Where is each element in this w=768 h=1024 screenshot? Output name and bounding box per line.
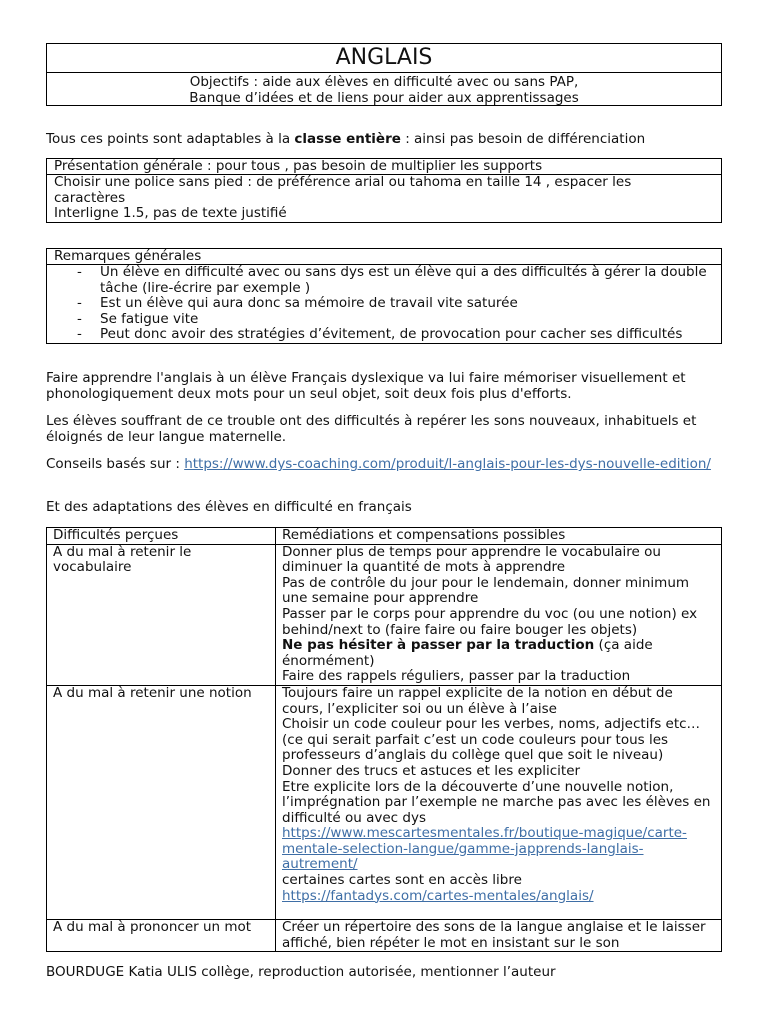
presentation-line: caractères xyxy=(54,189,126,206)
intro-paragraph xyxy=(46,131,726,147)
presentation-body xyxy=(47,175,721,222)
intro-after: : ainsi pas besoin de différenciation xyxy=(400,131,646,147)
remediation-line: Choisir un code couleur pour les verbes, noms, adjectifs etc…(ce qui serait parfait c’est un code couleurs pour tous les professeurs d’anglais du collège quel que soit le niveau) xyxy=(282,716,701,764)
difficulty-cell: A du mal à retenir une notion xyxy=(47,685,276,919)
list-item: - Peut donc avoir des stratégies d’évitement, de provocation pour cacher ses difficultés xyxy=(47,327,721,343)
remediation-cell xyxy=(276,685,722,919)
objectives-line-1: Objectifs : aide aux élèves en difficulté avec ou sans PAP, xyxy=(189,74,579,90)
footer-credit: BOURDUGE Katia ULIS collège, reproduction autorisée, mentionner l’auteur xyxy=(46,964,556,980)
column-header-difficulties: Difficultés perçues xyxy=(47,528,276,545)
paragraph-adaptations: Et des adaptations des élèves en difficulté en français xyxy=(46,499,412,515)
paragraph-sounds: Les élèves souffrant de ce trouble ont des difficultés à repérer les sons nouveaux, inhabituels et éloignés de leur langue maternelle. xyxy=(46,413,697,445)
remediation-table xyxy=(46,527,722,952)
paragraph-advice xyxy=(46,456,726,472)
list-item: - Est un élève qui aura donc sa mémoire de travail vite saturée xyxy=(47,296,721,312)
remarks-list xyxy=(47,265,721,343)
remediation-line: Etre explicite lors de la découverte d’une nouvelle notion, l’imprégnation par l’exemple ne marche pas avec les élèves en difficulté ou avec dys xyxy=(282,778,711,826)
translation-emphasis: Ne pas hésiter à passer par la traduction xyxy=(282,637,595,654)
list-item: - Se fatigue vite xyxy=(47,312,721,328)
remediation-line xyxy=(282,638,715,669)
list-item: - Un élève en difficulté avec ou sans dys est un élève qui a des difficultés à gérer la double tâche (lire-écrire par exemple ) xyxy=(47,265,721,296)
presentation-box xyxy=(46,158,722,223)
fantadys-link[interactable]: https://fantadys.com/cartes-mentales/anglais/ xyxy=(282,887,594,904)
intro-bold: classe entière xyxy=(294,131,401,147)
mescartesmentales-link[interactable]: https://www.mescartesmentales.fr/boutique-magique/carte-mentale-selection-langue/gamme-japprends-langlais-autrement/ xyxy=(282,825,687,873)
title-box xyxy=(46,43,722,106)
objectives xyxy=(47,73,721,106)
table-header-row xyxy=(47,528,722,545)
presentation-line: Interligne 1.5, pas de texte justifié xyxy=(54,205,287,221)
intro-before: Tous ces points sont adaptables à la xyxy=(46,131,295,147)
remediation-line: Passer par le corps pour apprendre du voc (ou une notion) ex behind/next to (faire faire ou faire bouger les objets) xyxy=(282,605,698,638)
remediation-line xyxy=(282,889,715,905)
objectives-line-2: Banque d’idées et de liens pour aider aux apprentissages xyxy=(189,90,579,106)
difficulty-cell: A du mal à retenir le vocabulaire xyxy=(47,544,276,685)
column-header-remediations: Remédiations et compensations possibles xyxy=(276,528,722,545)
table-row xyxy=(47,544,722,685)
difficulty-cell: A du mal à prononcer un mot xyxy=(47,920,276,952)
remediation-line: Donner plus de temps pour apprendre le vocabulaire ou diminuer la quantité de mots à apprendre xyxy=(282,543,661,576)
spacer xyxy=(282,904,715,919)
presentation-line: Choisir une police sans pied : de préférence arial ou tahoma en taille 14 , espacer les xyxy=(54,174,632,190)
presentation-header: Présentation générale : pour tous , pas besoin de multiplier les supports xyxy=(47,159,721,175)
remediation-line: certaines cartes sont en accès libre xyxy=(282,872,522,889)
remediation-line: Faire des rappels réguliers, passer par la traduction xyxy=(282,668,631,685)
remediation-cell xyxy=(276,544,722,685)
page-title: ANGLAIS xyxy=(47,44,721,73)
remarks-box xyxy=(46,248,722,344)
remediation-cell: Créer un répertoire des sons de la langue anglaise et le laisser affiché, bien répéter le mot en insistant sur le son xyxy=(276,920,722,952)
remediation-line xyxy=(282,826,715,873)
advice-label: Conseils basés sur : xyxy=(46,456,185,472)
table-row xyxy=(47,920,722,952)
remediation-line: Pas de contrôle du jour pour le lendemain, donner minimum une semaine pour apprendre xyxy=(282,574,690,607)
remediation-line: Toujours faire un rappel explicite de la notion en début de cours, l’expliciter soi ou un élève à l’aise xyxy=(282,684,673,717)
paragraph-dyslexia: Faire apprendre l'anglais à un élève Français dyslexique va lui faire mémoriser visuellement et phonologiquement deux mots pour un seul objet, soit deux fois plus d'efforts. xyxy=(46,370,686,402)
table-row xyxy=(47,685,722,919)
remediation-line: Donner des trucs et astuces et les expliciter xyxy=(282,762,581,779)
translation-note: (ça aide énormément) xyxy=(282,637,653,669)
remarks-header: Remarques générales xyxy=(47,249,721,265)
dys-coaching-link[interactable]: https://www.dys-coaching.com/produit/l-anglais-pour-les-dys-nouvelle-edition/ xyxy=(184,456,711,472)
